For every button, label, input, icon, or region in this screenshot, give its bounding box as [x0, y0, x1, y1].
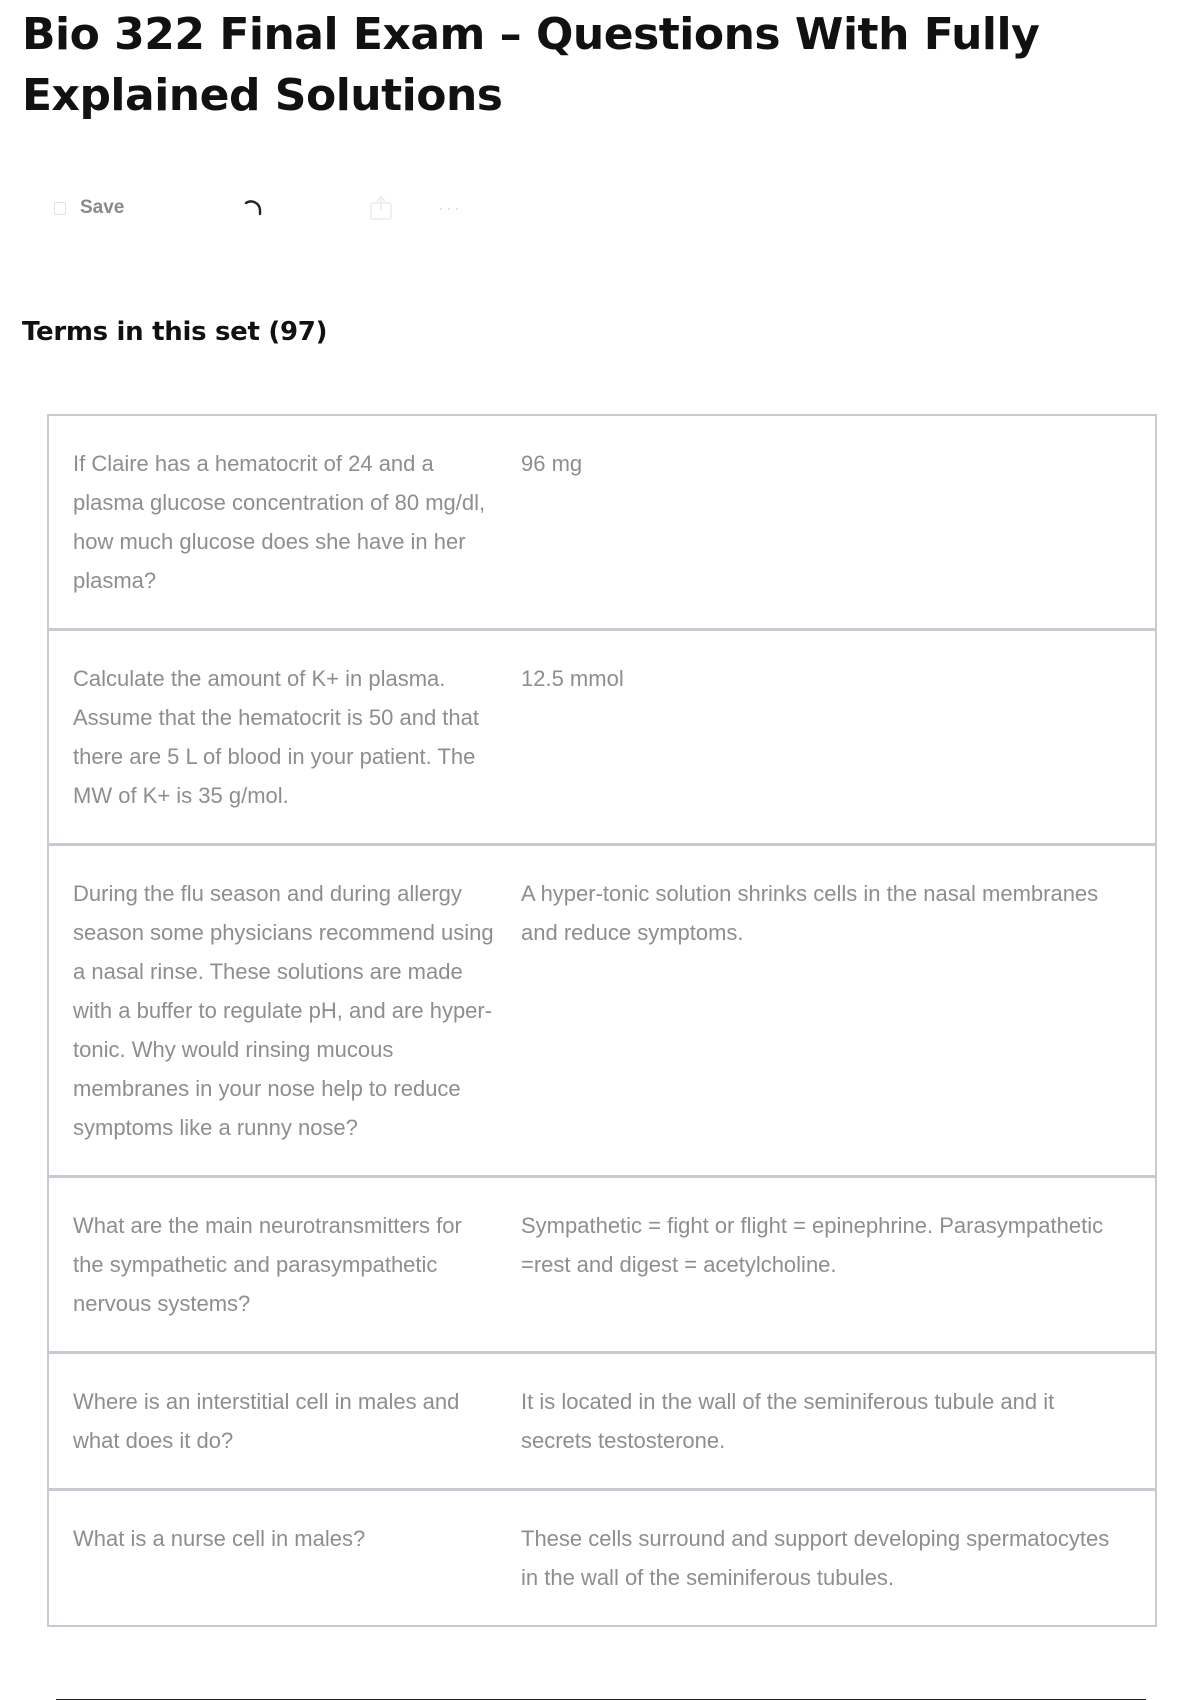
term-card[interactable]: [47, 1176, 1157, 1353]
share-button[interactable]: [368, 190, 394, 226]
term-card[interactable]: [47, 1489, 1157, 1627]
term-answer: Sympathetic = fight or flight = epinephrine. Parasympathetic =rest and digest = acetylcholine.: [521, 1213, 1104, 1277]
section-heading: Terms in this set (97): [22, 317, 328, 347]
term-question: If Claire has a hematocrit of 24 and a plasma glucose concentration of 80 mg/dl, how much glucose does she have in her plasma?: [73, 451, 486, 593]
term-answer: A hyper-tonic solution shrinks cells in the nasal membranes and reduce symptoms.: [521, 881, 1099, 945]
term-card[interactable]: [47, 629, 1157, 845]
save-label: Save: [80, 197, 125, 218]
bookmark-icon: [54, 202, 66, 215]
share-icon: [368, 194, 394, 222]
more-options-icon: ···: [438, 197, 462, 218]
term-answer: It is located in the wall of the seminiferous tubule and it secrets testosterone.: [521, 1389, 1055, 1453]
term-question: What are the main neurotransmitters for the sympathetic and parasympathetic nervous systems?: [73, 1213, 462, 1316]
toolbar: [54, 190, 514, 226]
term-question: During the flu season and during allergy season some physicians recommend using a nasal rinse. These solutions are made with a buffer to regulate pH, and are hyper-tonic. Why would rinsing mucous membranes in your nose help to reduce symptoms like a runny nose?: [73, 881, 494, 1140]
more-options-button[interactable]: [438, 190, 462, 226]
term-question: Where is an interstitial cell in males and what does it do?: [73, 1389, 460, 1453]
terms-list: [47, 414, 1157, 1627]
term-question: What is a nurse cell in males?: [73, 1526, 366, 1551]
term-answer: These cells surround and support developing spermatocytes in the wall of the seminiferous tubules.: [521, 1526, 1110, 1590]
page-title: Bio 322 Final Exam – Questions With Fully Explained Solutions: [22, 9, 1040, 121]
loading-spinner-icon: [240, 190, 268, 226]
term-answer: 96 mg: [521, 451, 583, 476]
term-answer: 12.5 mmol: [521, 666, 624, 691]
save-button[interactable]: [54, 190, 124, 226]
term-card[interactable]: [47, 414, 1157, 630]
term-card[interactable]: [47, 844, 1157, 1177]
term-question: Calculate the amount of K+ in plasma. Assume that the hematocrit is 50 and that there are 5 L of blood in your patient. The MW of K+ is 35 g/mol.: [73, 666, 480, 808]
term-card[interactable]: [47, 1352, 1157, 1490]
